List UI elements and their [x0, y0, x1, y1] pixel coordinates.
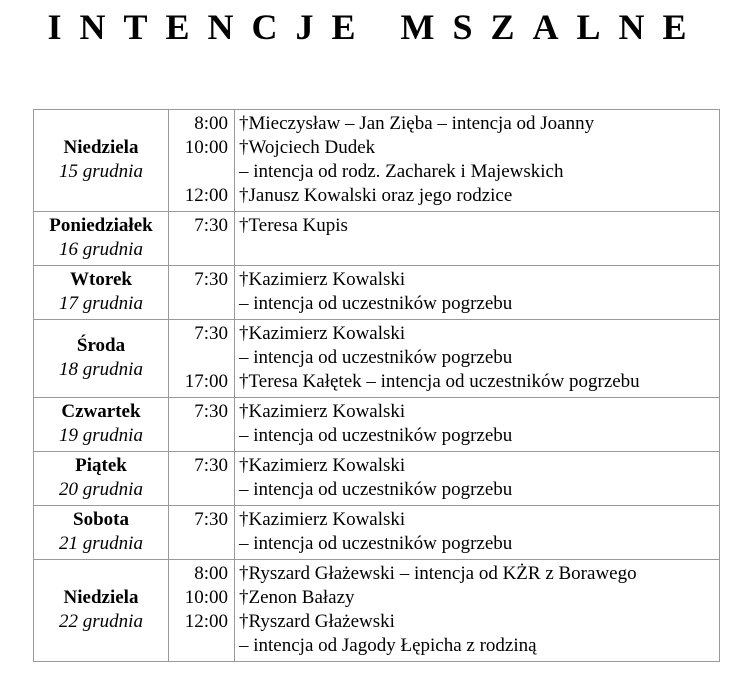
- times-cell: [169, 560, 235, 662]
- day-name: Poniedziałek: [49, 215, 153, 236]
- times-cell: [169, 320, 235, 398]
- intention-line: †Kazimierz Kowalski: [239, 509, 406, 530]
- mass-time: 17:00: [184, 371, 228, 392]
- intentions-cell: [235, 212, 720, 266]
- mass-time: 7:30: [194, 509, 228, 530]
- intention-line: – intencja od Jagody Łępicha z rodziną: [239, 635, 537, 656]
- day-date: 16 grudnia: [59, 239, 143, 260]
- intention-line: †Kazimierz Kowalski: [239, 269, 406, 290]
- day-name: Środa: [76, 335, 126, 356]
- page-title: INTENCJE MSZALNE: [47, 7, 705, 47]
- day-name: Niedziela: [63, 587, 139, 608]
- mass-time: 8:00: [194, 563, 228, 584]
- intentions-cell: [235, 560, 720, 662]
- day-cell: [34, 560, 169, 662]
- intentions-cell: [235, 320, 720, 398]
- intentions-cell: [235, 452, 720, 506]
- table-row: [34, 212, 720, 266]
- table-row: [34, 320, 720, 398]
- intention-line: †Ryszard Głażewski – intencja od KŻR z Borawego: [239, 563, 637, 584]
- day-name: Niedziela: [63, 137, 139, 158]
- times-cell: [169, 506, 235, 560]
- day-date: 17 grudnia: [59, 293, 143, 314]
- table-row: [34, 266, 720, 320]
- mass-time: 7:30: [194, 323, 228, 344]
- day-date: 19 grudnia: [59, 425, 143, 446]
- intentions-cell: [235, 110, 720, 212]
- day-name: Czwartek: [61, 401, 141, 422]
- day-cell: [34, 266, 169, 320]
- intention-line: †Teresa Kałętek – intencja od uczestników pogrzebu: [239, 371, 640, 392]
- intention-line: †Teresa Kupis: [239, 215, 348, 236]
- intention-line: †Kazimierz Kowalski: [239, 323, 406, 344]
- day-cell: [34, 110, 169, 212]
- day-name: Sobota: [73, 509, 129, 530]
- intention-line: †Zenon Bałazy: [239, 587, 355, 608]
- times-cell: [169, 398, 235, 452]
- mass-intentions-table-body: [34, 110, 720, 662]
- table-row: [34, 506, 720, 560]
- mass-time: 7:30: [194, 401, 228, 422]
- mass-time: 7:30: [194, 215, 228, 236]
- intention-line: †Ryszard Głażewski: [239, 611, 395, 632]
- day-date: 20 grudnia: [59, 479, 143, 500]
- intention-line: †Janusz Kowalski oraz jego rodzice: [239, 185, 513, 206]
- intention-line: – intencja od rodz. Zacharek i Majewskich: [239, 161, 564, 182]
- intention-line: †Mieczysław – Jan Zięba – intencja od Joanny: [239, 113, 595, 134]
- table-row: [34, 398, 720, 452]
- mass-time: [169, 346, 228, 370]
- day-name: Piątek: [75, 455, 127, 476]
- day-name: Wtorek: [70, 269, 132, 290]
- day-cell: [34, 398, 169, 452]
- intentions-cell: [235, 266, 720, 320]
- day-date: 15 grudnia: [59, 161, 143, 182]
- intentions-cell: [235, 506, 720, 560]
- day-cell: [34, 212, 169, 266]
- day-date: 18 grudnia: [59, 359, 143, 380]
- day-date: 22 grudnia: [59, 611, 143, 632]
- intentions-cell: [235, 398, 720, 452]
- day-cell: [34, 452, 169, 506]
- intention-line: – intencja od uczestników pogrzebu: [239, 293, 513, 314]
- table-row: [34, 560, 720, 662]
- times-cell: [169, 212, 235, 266]
- mass-time: 12:00: [184, 611, 228, 632]
- times-cell: [169, 452, 235, 506]
- intention-line: †Kazimierz Kowalski: [239, 401, 406, 422]
- mass-time: 7:30: [194, 455, 228, 476]
- day-cell: [34, 320, 169, 398]
- mass-time: [169, 160, 228, 184]
- times-cell: [169, 266, 235, 320]
- day-cell: [34, 506, 169, 560]
- intention-line: – intencja od uczestników pogrzebu: [239, 533, 513, 554]
- intention-line: †Wojciech Dudek: [239, 137, 376, 158]
- times-cell: [169, 110, 235, 212]
- table-row: [34, 452, 720, 506]
- mass-time: 10:00: [184, 137, 228, 158]
- mass-time: 12:00: [184, 185, 228, 206]
- intention-line: – intencja od uczestników pogrzebu: [239, 479, 513, 500]
- day-date: 21 grudnia: [59, 533, 143, 554]
- mass-intentions-table: [33, 109, 720, 662]
- intention-line: – intencja od uczestników pogrzebu: [239, 425, 513, 446]
- table-row: [34, 110, 720, 212]
- mass-time: 10:00: [184, 587, 228, 608]
- mass-time: 8:00: [194, 113, 228, 134]
- mass-time: 7:30: [194, 269, 228, 290]
- intention-line: – intencja od uczestników pogrzebu: [239, 347, 513, 368]
- intention-line: †Kazimierz Kowalski: [239, 455, 406, 476]
